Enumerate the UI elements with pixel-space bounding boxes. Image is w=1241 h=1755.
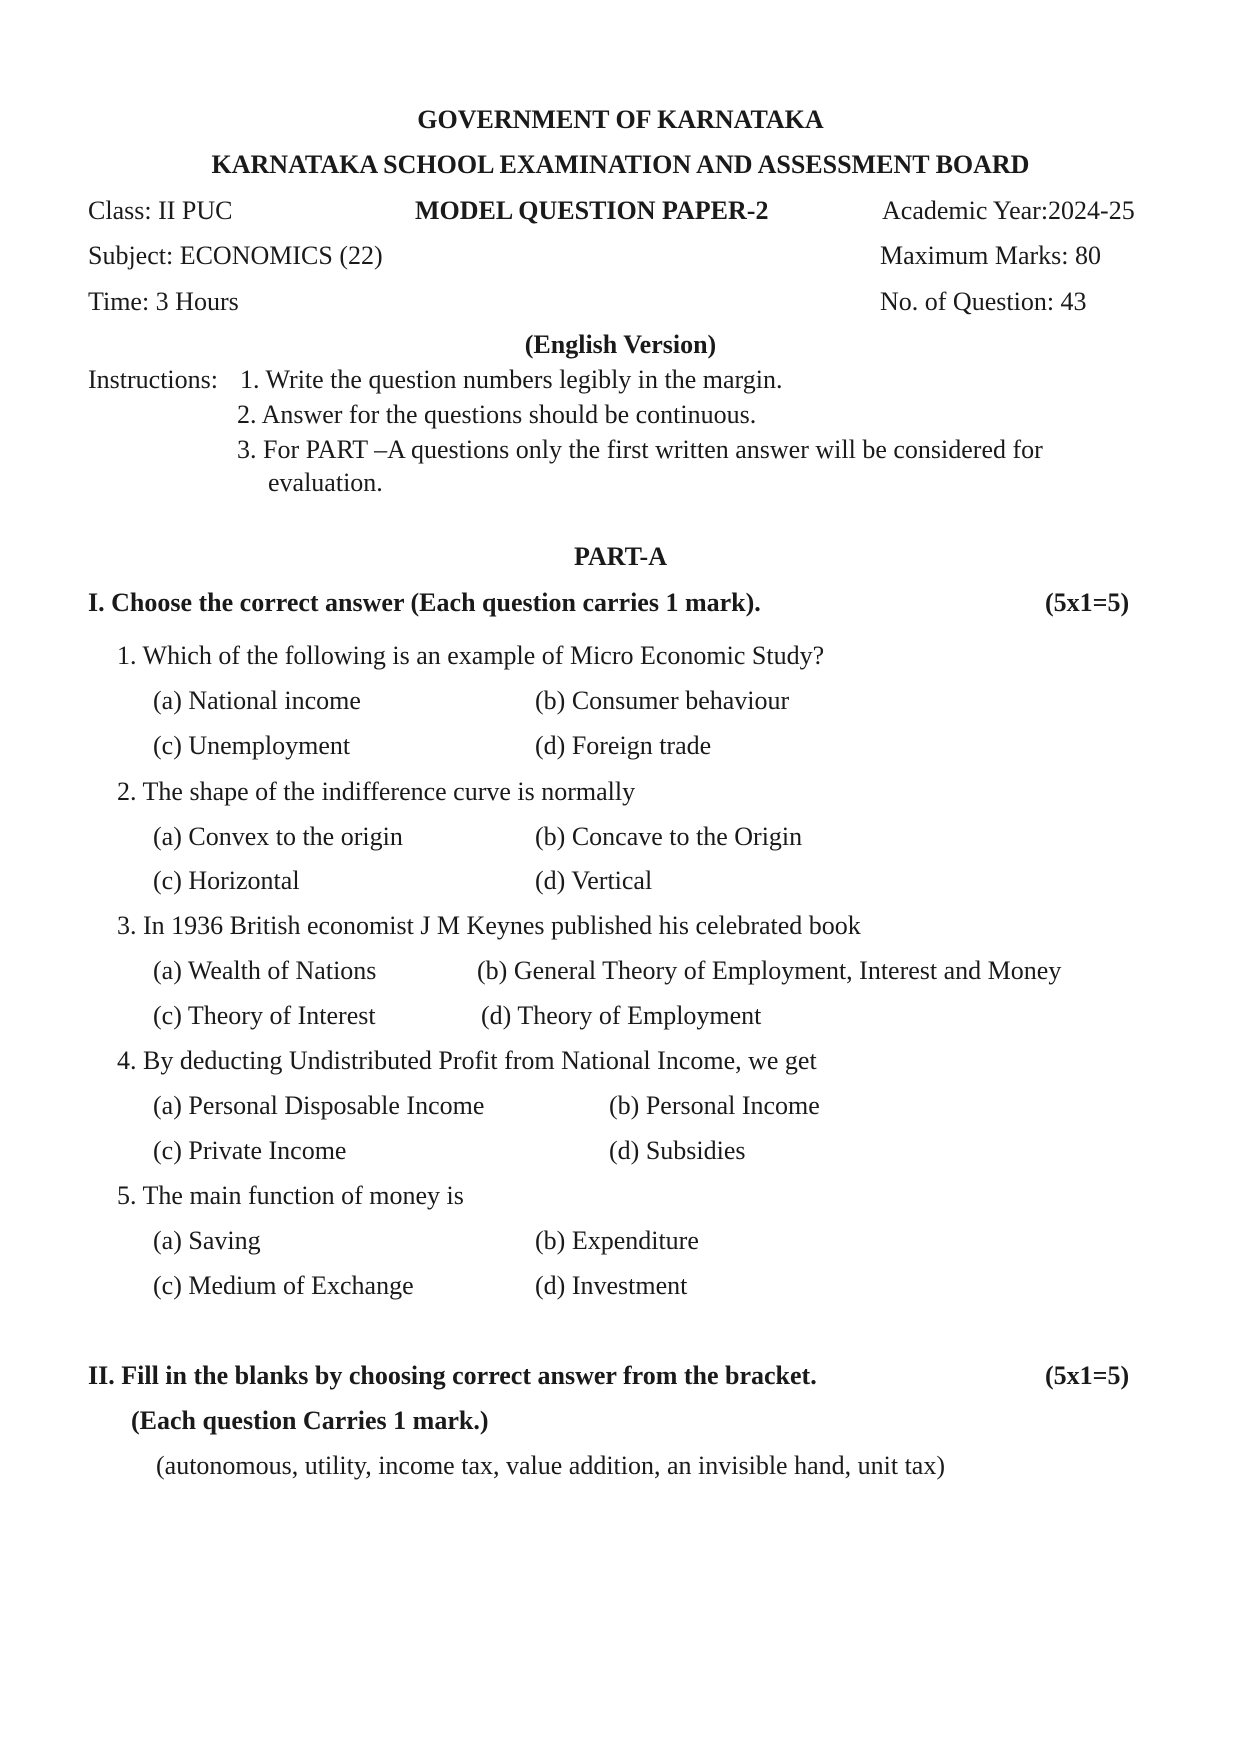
- option-d: (d) Investment: [535, 1271, 688, 1300]
- question-1: 1. Which of the following is an example of Micro Economic Study?: [117, 641, 825, 670]
- option-b: (b) General Theory of Employment, Interest and Money: [477, 956, 1062, 985]
- option-d: (d) Foreign trade: [535, 731, 712, 760]
- instruction-item: 2. Answer for the questions should be continuous.: [237, 400, 757, 429]
- option-b: (b) Personal Income: [609, 1091, 820, 1120]
- option-c: (c) Horizontal: [153, 866, 300, 895]
- paper-title: MODEL QUESTION PAPER-2: [415, 196, 769, 225]
- option-d: (d) Vertical: [535, 866, 653, 895]
- option-c: (c) Theory of Interest: [153, 1001, 376, 1030]
- option-a: (a) Saving: [153, 1226, 261, 1255]
- board-title: KARNATAKA SCHOOL EXAMINATION AND ASSESSMENT BOARD: [211, 150, 1030, 179]
- section-2-subheading: (Each question Carries 1 mark.): [131, 1406, 489, 1435]
- option-a: (a) National income: [153, 686, 361, 715]
- option-b: (b) Expenditure: [535, 1226, 699, 1255]
- question-2: 2. The shape of the indifference curve is normally: [117, 777, 636, 806]
- section-2-marks: (5x1=5): [1045, 1361, 1130, 1390]
- option-a: (a) Wealth of Nations: [153, 956, 377, 985]
- subject-label: Subject: ECONOMICS (22): [88, 241, 383, 270]
- fill-blank-options: (autonomous, utility, income tax, value addition, an invisible hand, unit tax): [156, 1451, 946, 1480]
- num-questions: No. of Question: 43: [880, 287, 1087, 316]
- question-4: 4. By deducting Undistributed Profit from National Income, we get: [117, 1046, 817, 1075]
- option-d: (d) Theory of Employment: [481, 1001, 762, 1030]
- part-a-title: PART-A: [574, 542, 667, 571]
- instruction-item: evaluation.: [268, 468, 383, 497]
- version-label: (English Version): [524, 330, 717, 359]
- option-c: (c) Private Income: [153, 1136, 347, 1165]
- option-d: (d) Subsidies: [609, 1136, 746, 1165]
- instruction-item: 3. For PART –A questions only the first written answer will be considered for: [237, 435, 1043, 464]
- question-5: 5. The main function of money is: [117, 1181, 464, 1210]
- option-c: (c) Medium of Exchange: [153, 1271, 414, 1300]
- option-b: (b) Concave to the Origin: [535, 822, 803, 851]
- max-marks: Maximum Marks: 80: [880, 241, 1101, 270]
- question-3: 3. In 1936 British economist J M Keynes published his celebrated book: [117, 911, 861, 940]
- class-label: Class: II PUC: [88, 196, 233, 225]
- instructions-label: Instructions:: [88, 365, 218, 394]
- section-1-marks: (5x1=5): [1045, 588, 1130, 617]
- academic-year: Academic Year:2024-25: [882, 196, 1135, 225]
- option-a: (a) Convex to the origin: [153, 822, 403, 851]
- option-b: (b) Consumer behaviour: [535, 686, 790, 715]
- time-label: Time: 3 Hours: [88, 287, 239, 316]
- option-c: (c) Unemployment: [153, 731, 351, 760]
- option-a: (a) Personal Disposable Income: [153, 1091, 485, 1120]
- government-title: GOVERNMENT OF KARNATAKA: [417, 105, 824, 134]
- instruction-item: 1. Write the question numbers legibly in the margin.: [240, 365, 783, 394]
- section-2-heading: II. Fill in the blanks by choosing correct answer from the bracket.: [88, 1361, 817, 1390]
- section-1-heading: I. Choose the correct answer (Each question carries 1 mark).: [88, 588, 761, 617]
